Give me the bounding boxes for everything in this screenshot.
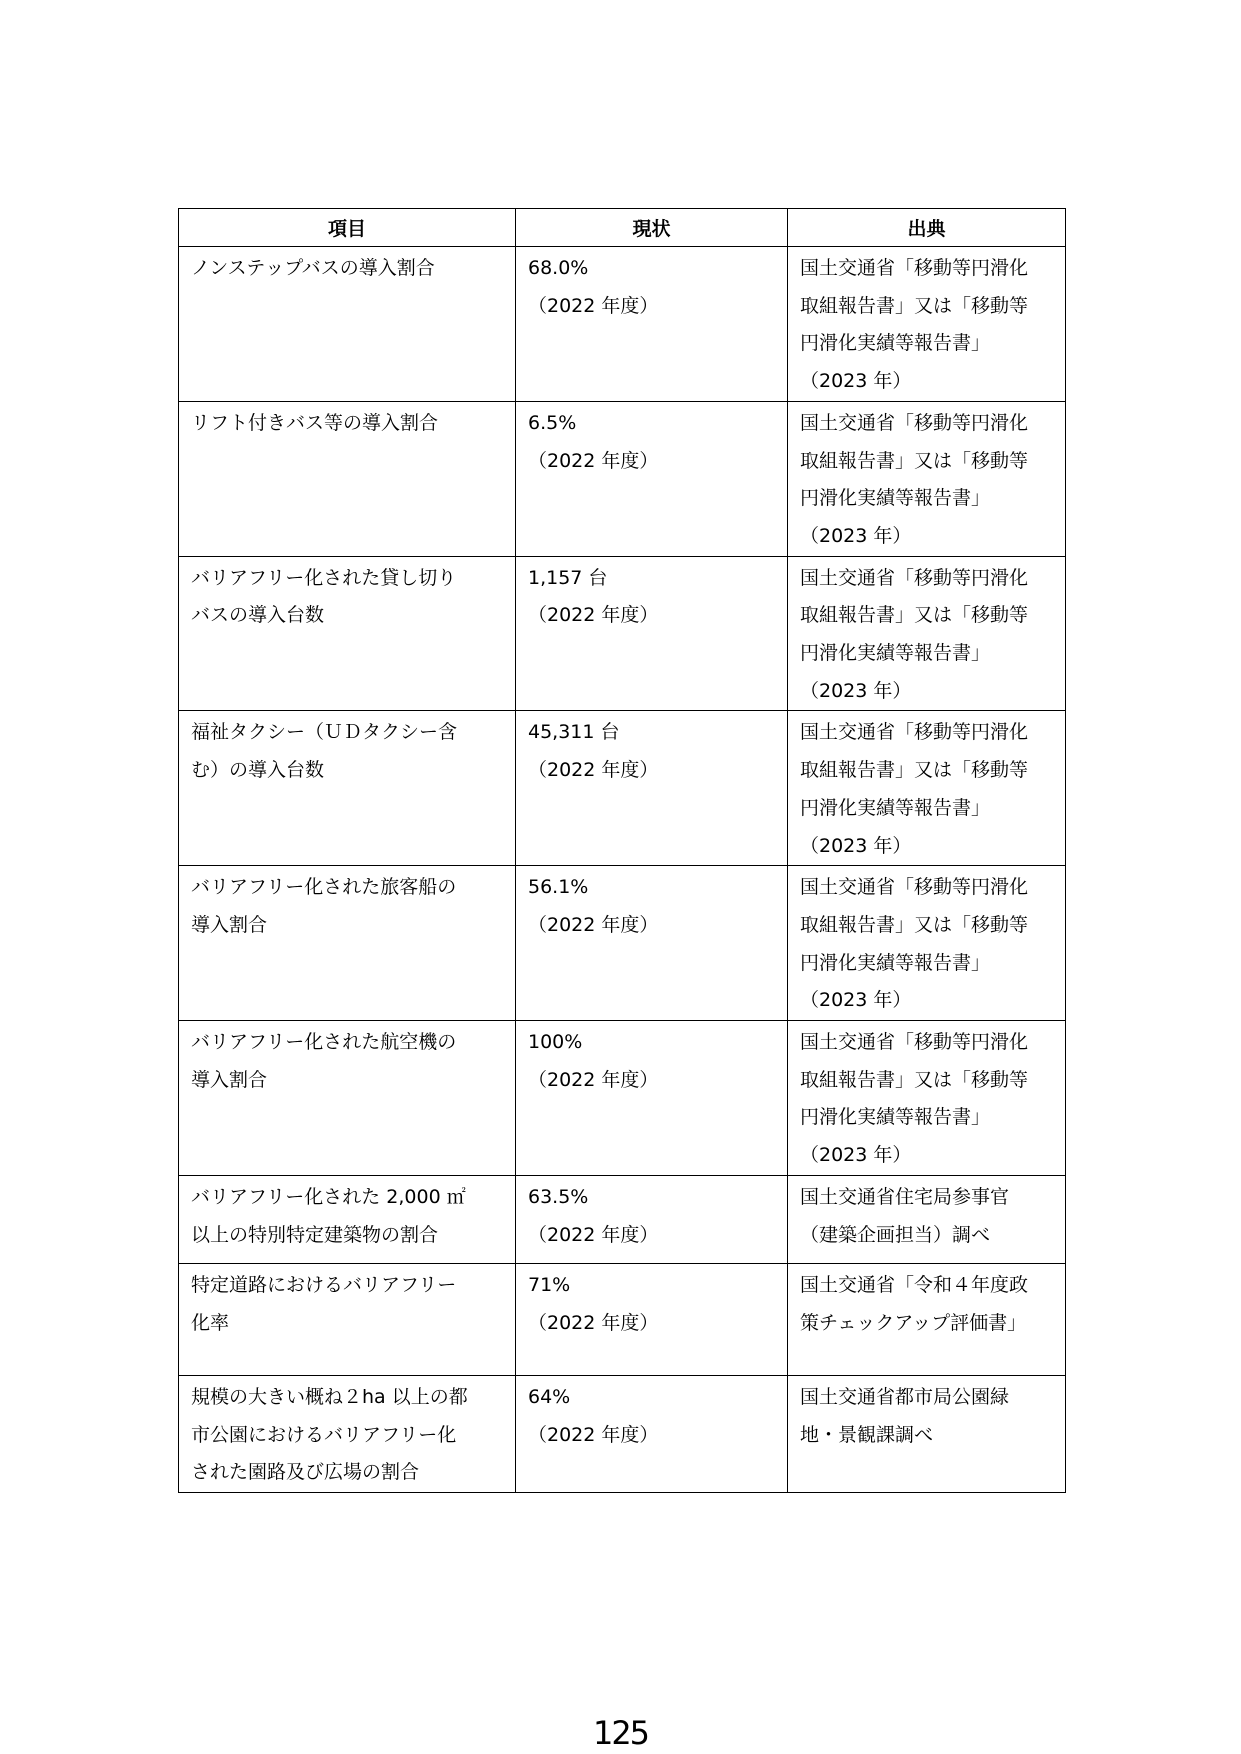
item-line: リフト付きバス等の導入割合: [191, 411, 439, 434]
source-line: （建築企画担当）調べ: [800, 1223, 991, 1246]
header-item: 項目: [179, 209, 516, 247]
source-line: （2023 年）: [800, 1144, 912, 1167]
item-cell: [179, 401, 516, 556]
status-line: （2022 年度）: [528, 604, 659, 627]
source-line: 円滑化実績等報告書」: [800, 796, 991, 819]
item-line: む）の導入台数: [191, 759, 325, 782]
item-line: 導入割合: [191, 1068, 268, 1091]
header-source: 出典: [788, 209, 1066, 247]
status-cell: [516, 401, 788, 556]
source-cell: [788, 1263, 1066, 1375]
source-line: 国土交通省「移動等円滑化: [800, 721, 1029, 744]
table-row: [179, 401, 1066, 556]
source-line: 円滑化実績等報告書」: [800, 487, 991, 510]
item-line: バリアフリー化された旅客船の: [191, 876, 457, 899]
status-line: 71%: [528, 1273, 571, 1296]
item-cell: [179, 1263, 516, 1375]
status-line: 100%: [528, 1031, 583, 1054]
source-line: 国土交通省都市局公園緑: [800, 1385, 1010, 1408]
source-cell: [788, 401, 1066, 556]
status-line: 6.5%: [528, 411, 577, 434]
item-cell: [179, 866, 516, 1021]
status-cell: [516, 247, 788, 402]
table-row: [179, 1021, 1066, 1176]
status-cell: [516, 1021, 788, 1176]
item-cell: [179, 711, 516, 866]
source-line: （2023 年）: [800, 524, 912, 547]
item-line: 導入割合: [191, 913, 268, 936]
data-table: [178, 208, 1066, 1493]
item-line: ノンステップバスの導入割合: [191, 257, 435, 279]
status-line: （2022 年度）: [528, 294, 659, 317]
source-line: 国土交通省「移動等円滑化: [800, 257, 1029, 279]
item-cell: [179, 1175, 516, 1263]
source-line: 取組報告書」又は「移動等: [800, 449, 1029, 472]
source-line: 国土交通省「移動等円滑化: [800, 566, 1029, 589]
status-cell: [516, 1263, 788, 1375]
status-line: 63.5%: [528, 1185, 589, 1208]
status-line: （2022 年度）: [528, 1423, 659, 1446]
source-line: 国土交通省「移動等円滑化: [800, 1031, 1029, 1054]
header-row: [179, 209, 1066, 247]
source-line: 取組報告書」又は「移動等: [800, 294, 1029, 317]
table-row: [179, 711, 1066, 866]
item-line: バスの導入台数: [191, 604, 325, 627]
status-line: 64%: [528, 1385, 571, 1408]
table-row: [179, 866, 1066, 1021]
header-status: 現状: [516, 209, 788, 247]
status-cell: [516, 711, 788, 866]
item-cell: [179, 1375, 516, 1492]
item-line: 特定道路におけるバリアフリー: [191, 1273, 457, 1296]
source-line: 取組報告書」又は「移動等: [800, 759, 1029, 782]
source-line: 円滑化実績等報告書」: [800, 332, 991, 355]
status-line: 56.1%: [528, 876, 589, 899]
source-cell: [788, 711, 1066, 866]
source-line: 円滑化実績等報告書」: [800, 642, 991, 665]
status-cell: [516, 866, 788, 1021]
item-line: バリアフリー化された貸し切り: [191, 566, 457, 589]
status-cell: [516, 556, 788, 711]
source-line: 国土交通省「移動等円滑化: [800, 411, 1029, 434]
item-line: バリアフリー化された航空機の: [191, 1031, 457, 1054]
status-line: 68.0%: [528, 257, 589, 279]
item-line: バリアフリー化された 2,000 ㎡: [191, 1185, 466, 1208]
source-line: 地・景観課調べ: [800, 1423, 934, 1446]
source-line: （2023 年）: [800, 679, 912, 702]
item-line: 化率: [191, 1311, 230, 1334]
item-cell: [179, 1021, 516, 1176]
source-cell: [788, 556, 1066, 711]
status-line: （2022 年度）: [528, 1311, 659, 1334]
source-cell: [788, 1021, 1066, 1176]
source-cell: [788, 866, 1066, 1021]
source-line: 国土交通省住宅局参事官: [800, 1185, 1010, 1208]
page-number: 125: [592, 1714, 649, 1752]
source-line: 取組報告書」又は「移動等: [800, 604, 1029, 627]
status-line: （2022 年度）: [528, 759, 659, 782]
source-line: 策チェックアップ評価書」: [800, 1311, 1027, 1334]
item-line: 福祉タクシー（ＵＤタクシー含: [191, 721, 458, 744]
source-line: 国土交通省「令和４年度政: [800, 1273, 1029, 1296]
item-cell: [179, 556, 516, 711]
status-line: （2022 年度）: [528, 1223, 659, 1246]
status-line: （2022 年度）: [528, 449, 659, 472]
source-cell: [788, 1375, 1066, 1492]
status-line: 45,311 台: [528, 721, 620, 744]
source-line: 国土交通省「移動等円滑化: [800, 876, 1029, 899]
source-cell: [788, 247, 1066, 402]
source-line: 円滑化実績等報告書」: [800, 1106, 991, 1129]
table-row: [179, 1175, 1066, 1263]
source-line: （2023 年）: [800, 989, 912, 1012]
source-line: 円滑化実績等報告書」: [800, 951, 991, 974]
table-row: [179, 1263, 1066, 1375]
item-line: 以上の特別特定建築物の割合: [191, 1223, 439, 1246]
status-cell: [516, 1175, 788, 1263]
source-line: 取組報告書」又は「移動等: [800, 1068, 1029, 1091]
table-row: [179, 556, 1066, 711]
table-row: [179, 247, 1066, 402]
status-line: （2022 年度）: [528, 1068, 659, 1091]
status-cell: [516, 1375, 788, 1492]
status-line: 1,157 台: [528, 566, 608, 589]
item-line: 規模の大きい概ね２ha 以上の都: [191, 1385, 468, 1408]
item-line: 市公園におけるバリアフリー化: [191, 1423, 457, 1446]
source-line: （2023 年）: [800, 834, 912, 857]
item-cell: [179, 247, 516, 402]
source-cell: [788, 1175, 1066, 1263]
source-line: （2023 年）: [800, 370, 912, 393]
source-line: 取組報告書」又は「移動等: [800, 913, 1029, 936]
status-line: （2022 年度）: [528, 913, 659, 936]
table-row: [179, 1375, 1066, 1492]
item-line: された園路及び広場の割合: [191, 1461, 420, 1484]
